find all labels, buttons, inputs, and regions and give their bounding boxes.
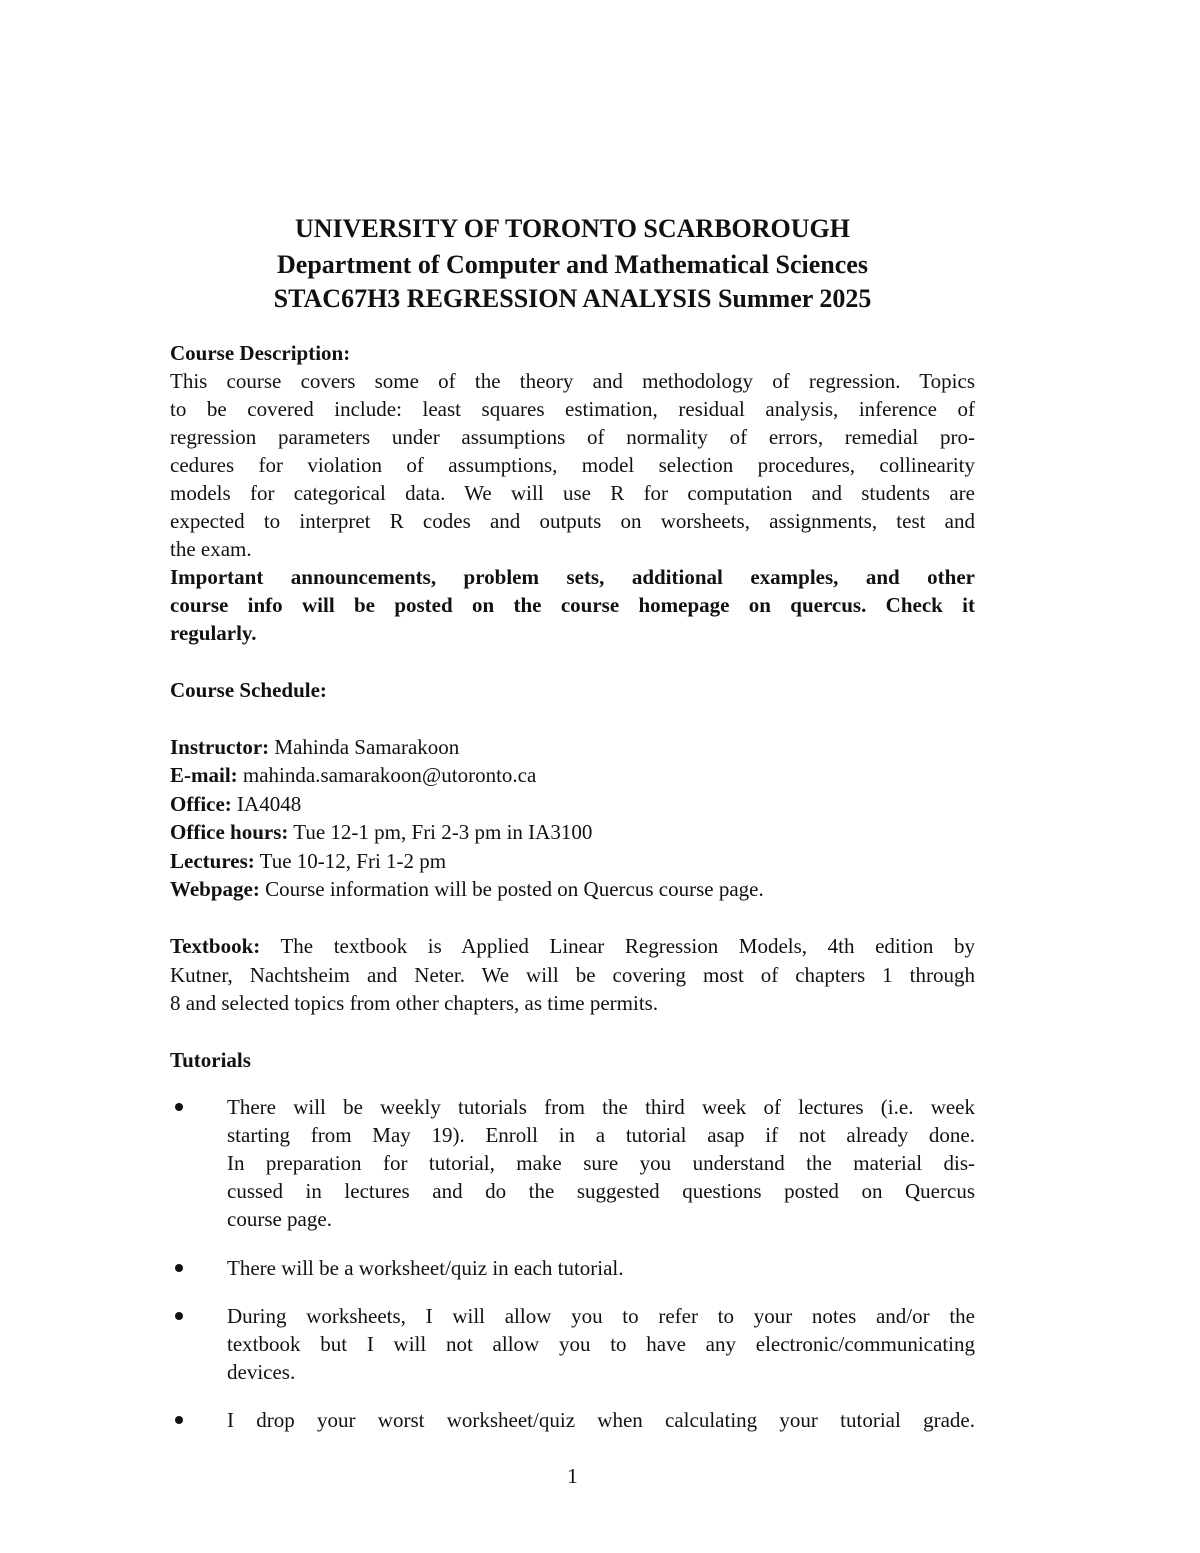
text-line: expected to interpret R codes and outputs on worsheets, assignments, test and xyxy=(170,509,975,533)
text-line: 8 and selected topics from other chapters, as time permits. xyxy=(170,991,659,1015)
instructor-row xyxy=(170,733,975,761)
webpage-row xyxy=(170,875,975,903)
row-value: IA4048 xyxy=(231,791,302,816)
row-value: Mahinda Samarakoon xyxy=(269,735,460,759)
text-line: starting from May 19). Enroll in a tutorial asap if not already done. xyxy=(227,1123,975,1147)
office-hours-row xyxy=(170,818,975,846)
course-schedule-label xyxy=(170,676,975,704)
department-title: Department of Computer and Mathematical Sciences xyxy=(277,250,868,279)
row-label: Lectures: xyxy=(170,848,255,873)
row-label: Webpage: xyxy=(170,877,260,902)
row-label: Instructor: xyxy=(170,735,270,759)
email-link[interactable]: mahinda.samarakoon@utoronto.ca xyxy=(237,763,537,788)
text-line: There will be a worksheet/quiz in each tutorial. xyxy=(227,1256,624,1280)
lectures-row xyxy=(170,847,975,875)
text-line: cussed in lectures and do the suggested questions posted on Quercus xyxy=(227,1179,975,1203)
text-line: There will be weekly tutorials from the third week of lectures (i.e. week xyxy=(227,1095,975,1119)
announcement-line: regularly. xyxy=(170,621,257,645)
text-line: the exam. xyxy=(170,537,252,561)
bullet-icon xyxy=(175,1312,183,1320)
text-line: textbook but I will not allow you to have any electronic/communicating xyxy=(227,1332,975,1356)
text-line: to be covered include: least squares estimation, residual analysis, inference of xyxy=(170,397,975,421)
textbook-label: Textbook: xyxy=(170,934,261,958)
university-title: UNIVERSITY OF TORONTO SCARBOROUGH xyxy=(294,214,850,243)
row-label: Office: xyxy=(170,791,232,816)
textbook-section xyxy=(170,932,975,1018)
tutorials-heading xyxy=(170,1046,975,1074)
office-row xyxy=(170,790,975,818)
text-line: Kutner, Nachtsheim and Neter. We will be covering most of chapters 1 through xyxy=(170,962,975,987)
announcement-line: Important announcements, problem sets, additional examples, and other xyxy=(170,565,975,589)
bullet-item xyxy=(227,1406,975,1434)
bullet-item xyxy=(227,1093,975,1233)
email-row xyxy=(170,761,975,789)
text-line: cedures for violation of assumptions, model selection procedures, collinearity xyxy=(170,453,975,477)
bullet-item xyxy=(227,1302,975,1386)
text-line: regression parameters under assumptions of normality of errors, remedial pro- xyxy=(170,425,975,449)
text-line: devices. xyxy=(227,1360,296,1384)
row-value: Course information will be posted on Quercus course page. xyxy=(259,877,764,902)
bullet-item xyxy=(227,1254,975,1282)
schedule-details xyxy=(170,733,975,903)
bullet-icon xyxy=(175,1416,183,1424)
section-heading: Course Schedule: xyxy=(170,678,327,702)
course-description-label: Course Description: xyxy=(170,341,351,365)
course-description xyxy=(170,339,975,647)
page-number: 1 xyxy=(567,1464,578,1488)
text-line: course page. xyxy=(227,1207,332,1231)
text-line: During worksheets, I will allow you to refer to your notes and/or the xyxy=(227,1304,975,1328)
text-line: models for categorical data. We will use R for computation and students are xyxy=(170,481,975,505)
section-heading: Tutorials xyxy=(170,1048,251,1072)
row-label: E-mail: xyxy=(170,763,238,788)
text-line: I drop your worst worksheet/quiz when calculating your tutorial grade. xyxy=(227,1408,975,1432)
course-title: STAC67H3 REGRESSION ANALYSIS Summer 2025 xyxy=(273,284,872,313)
announcement-line: course info will be posted on the course homepage on quercus. Check it xyxy=(170,593,975,617)
row-value: Tue 10-12, Fri 1-2 pm xyxy=(254,848,447,873)
text: The textbook is Applied Linear Regression Models, 4th edition by xyxy=(260,934,975,958)
text-line: In preparation for tutorial, make sure you understand the material dis- xyxy=(227,1151,975,1175)
text-line: This course covers some of the theory and methodology of regression. Topics xyxy=(170,369,975,393)
text-line xyxy=(170,932,975,961)
row-value: Tue 12-1 pm, Fri 2-3 pm in IA3100 xyxy=(288,820,593,845)
bullet-icon xyxy=(175,1103,183,1111)
row-label: Office hours: xyxy=(170,820,289,845)
bullet-icon xyxy=(175,1264,183,1272)
